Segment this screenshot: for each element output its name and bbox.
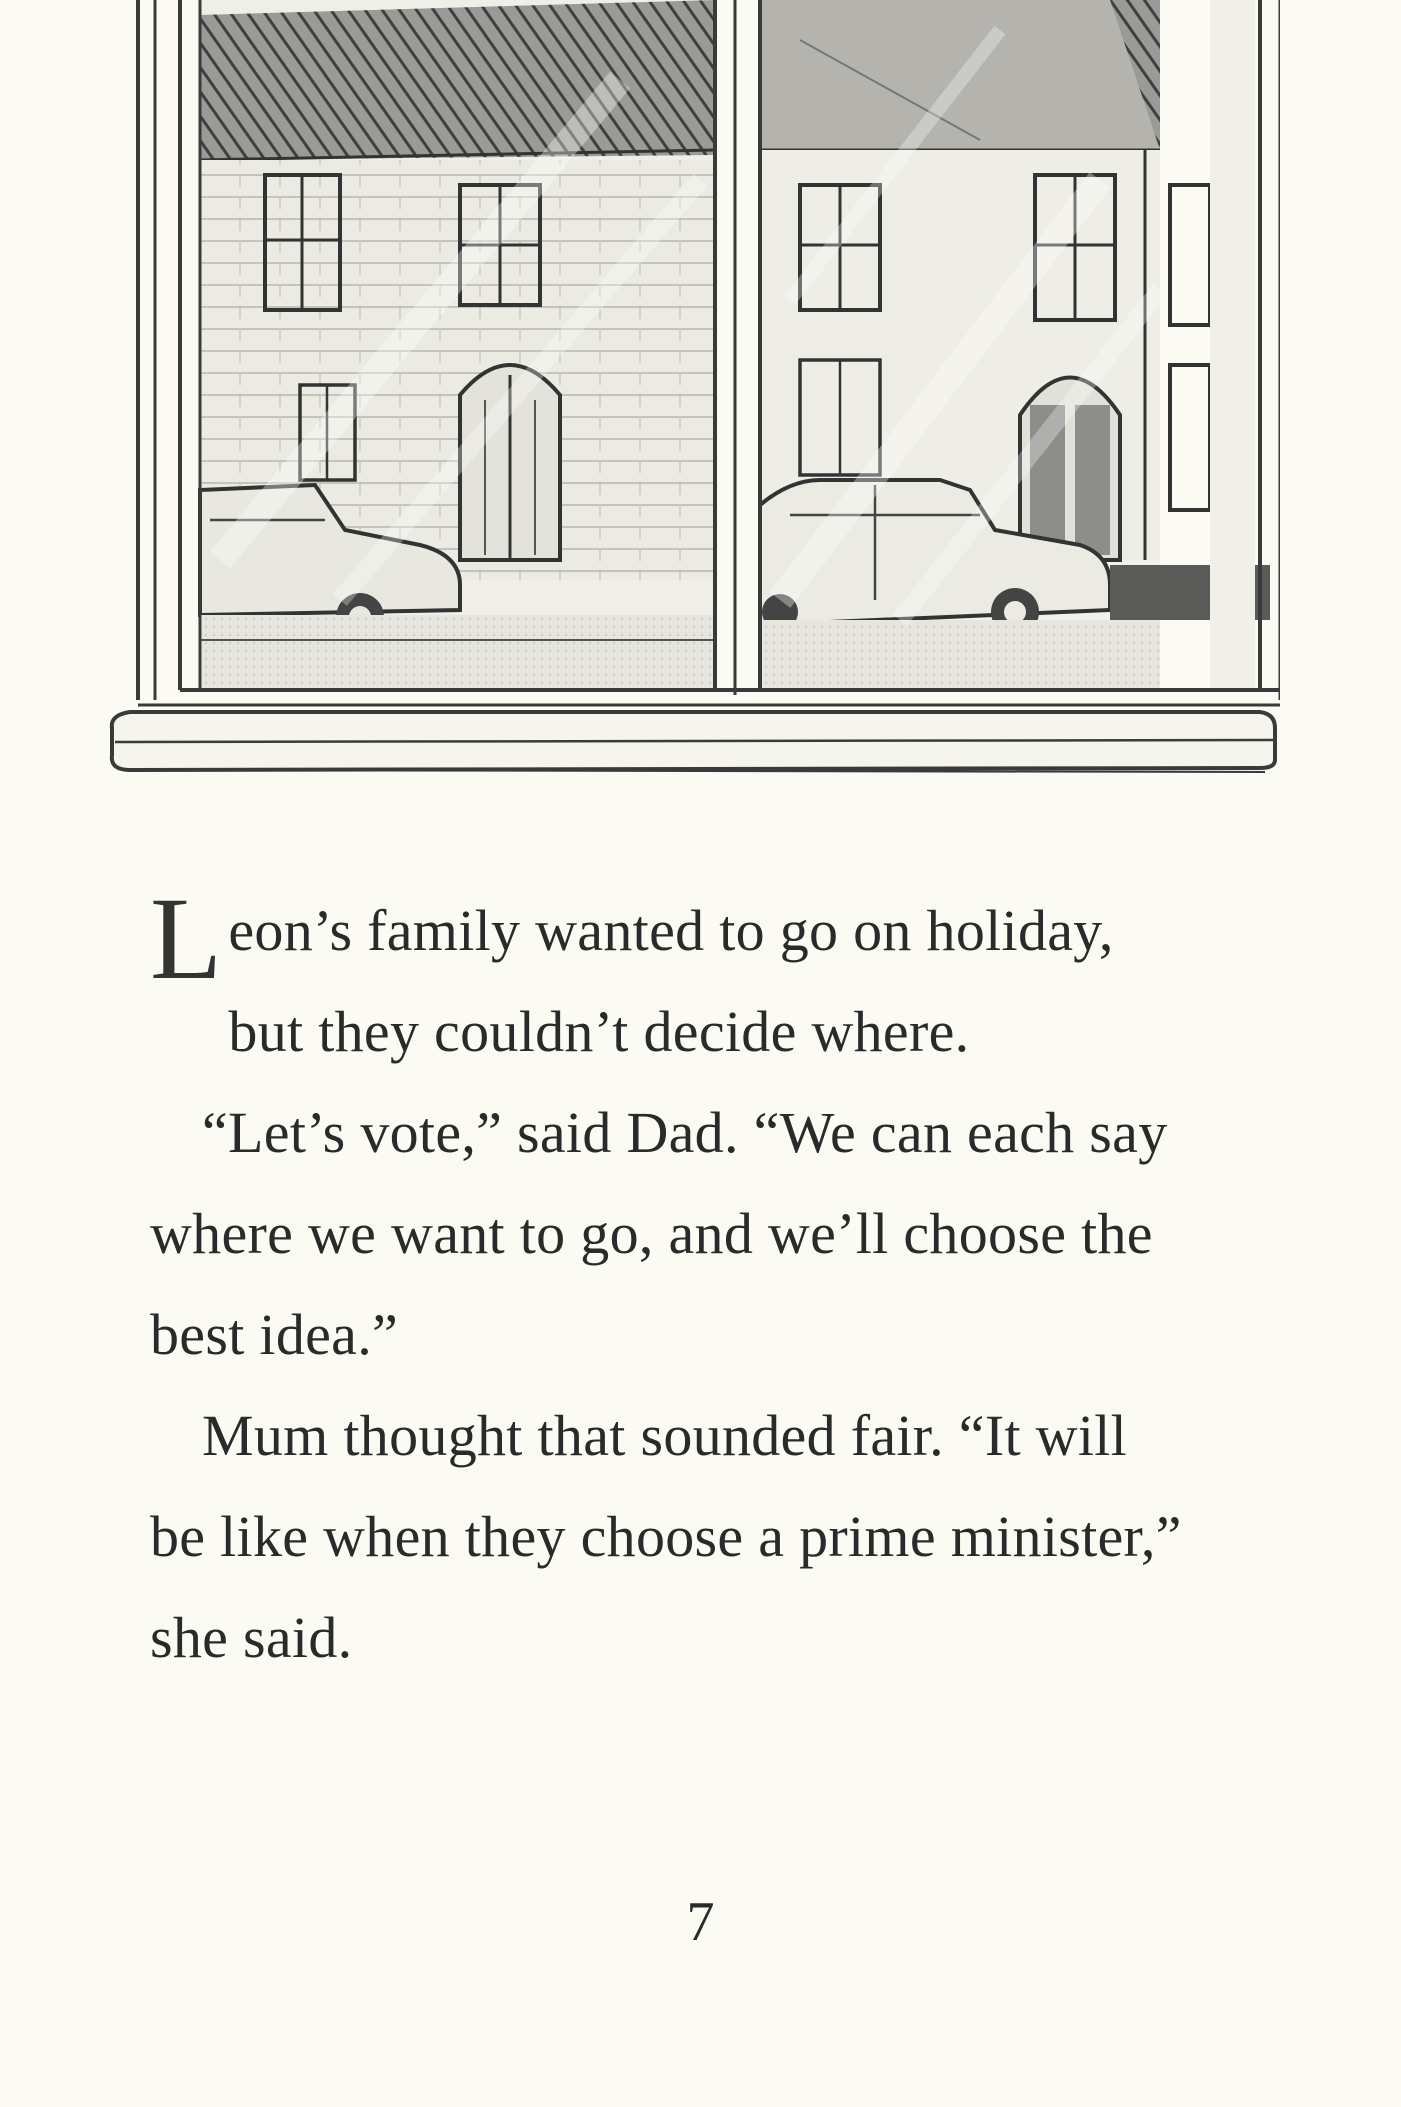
story-paragraph-3: Mum thought that sounded fair. “It will be like when they choose a prime minister,” she said. <box>150 1403 1182 1670</box>
window-illustration <box>100 0 1280 790</box>
window-edge-strip <box>1210 0 1255 690</box>
story-paragraph-2: “Let’s vote,” said Dad. “We can each say where we want to go, and we’ll choose the best idea.” <box>150 1100 1168 1367</box>
left-pane-scene <box>200 0 715 690</box>
right-pane-scene <box>760 0 1270 690</box>
story-paragraph-1 <box>150 873 1190 1082</box>
page-number: 7 <box>686 1891 715 1953</box>
drop-cap: L <box>150 873 223 1004</box>
paragraph-text: eon’s family wanted to go on holiday, but they couldn’t decide where. <box>228 898 1114 1064</box>
story-text <box>150 873 1190 1688</box>
